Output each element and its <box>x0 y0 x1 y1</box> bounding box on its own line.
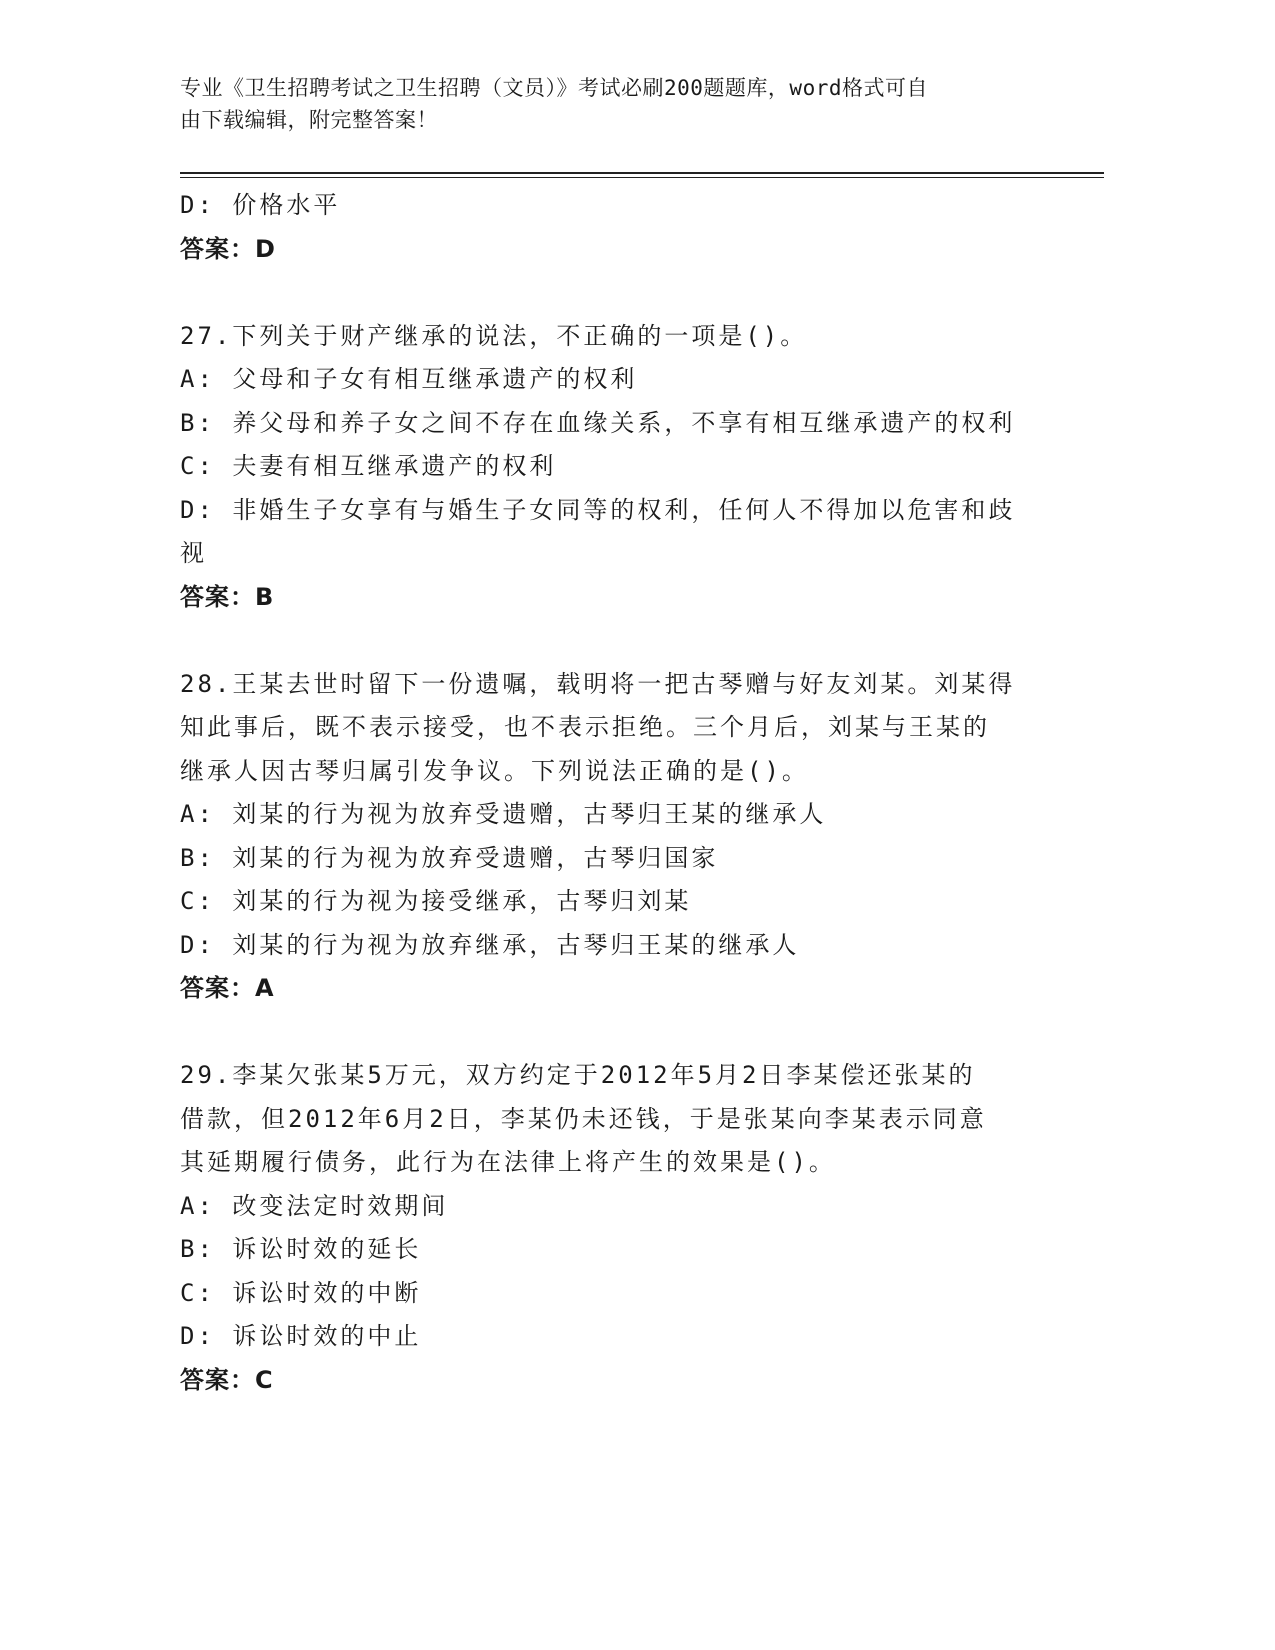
question-29 <box>180 1054 1040 1402</box>
option-c: C: 刘某的行为视为接受继承，古琴归刘某 <box>180 887 692 915</box>
header-line-1: 专业《卫生招聘考试之卫生招聘（文员）》考试必刷200题题库，word格式可自 <box>180 76 928 100</box>
question-stem: 其延期履行债务，此行为在法律上将产生的效果是()。 <box>180 1148 836 1176</box>
option-b: B: 刘某的行为视为放弃受遗赠，古琴归国家 <box>180 843 719 872</box>
option-b: B: 诉讼时效的延长 <box>180 1235 422 1263</box>
header-divider-thick <box>180 172 1104 174</box>
option-c: C: 夫妻有相互继承遗产的权利 <box>180 452 557 480</box>
question-stem: 29.李某欠张某5万元，双方约定于2012年5月2日李某偿还张某的 <box>180 1061 976 1089</box>
answer-line: 答案：A <box>180 974 275 1002</box>
option-b: B: 养父母和养子女之间不存在血缘关系，不享有相互继承遗产的权利 <box>180 408 1016 437</box>
header-line-2: 由下载编辑，附完整答案！ <box>180 108 438 132</box>
spacer <box>180 619 1040 663</box>
option-a: A: 改变法定时效期间 <box>180 1191 449 1220</box>
option-d: D: 诉讼时效的中止 <box>180 1322 422 1350</box>
option-d-continued: 视 <box>180 539 207 567</box>
question-content <box>180 184 1040 1402</box>
question-stem: 28.王某去世时留下一份遗嘱，载明将一把古琴赠与好友刘某。刘某得 <box>180 669 1016 698</box>
answer-line: 答案：D <box>180 234 276 263</box>
option-c: C: 诉讼时效的中断 <box>180 1278 422 1307</box>
option-d: D: 刘某的行为视为放弃继承，古琴归王某的继承人 <box>180 930 800 959</box>
spacer <box>180 1011 1040 1055</box>
option-d: D: 非婚生子女享有与婚生子女同等的权利，任何人不得加以危害和歧 <box>180 495 1016 524</box>
answer-line: 答案：C <box>180 1365 274 1394</box>
question-27 <box>180 315 1040 620</box>
spacer <box>180 271 1040 315</box>
header-divider-thin <box>180 177 1104 178</box>
option-a: A: 父母和子女有相互继承遗产的权利 <box>180 365 638 393</box>
question-stem: 27.下列关于财产继承的说法，不正确的一项是()。 <box>180 321 808 350</box>
option-a: A: 刘某的行为视为放弃受遗赠，古琴归王某的继承人 <box>180 800 827 828</box>
document-header <box>180 72 1040 136</box>
option-d: D: 价格水平 <box>180 191 341 219</box>
question-stem: 借款，但2012年6月2日，李某仍未还钱，于是张某向李某表示同意 <box>180 1104 987 1133</box>
question-stem: 继承人因古琴归属引发争议。下列说法正确的是()。 <box>180 756 809 785</box>
answer-line: 答案：B <box>180 582 275 611</box>
question-stem: 知此事后，既不表示接受，也不表示拒绝。三个月后，刘某与王某的 <box>180 713 990 741</box>
question-28 <box>180 663 1040 1011</box>
